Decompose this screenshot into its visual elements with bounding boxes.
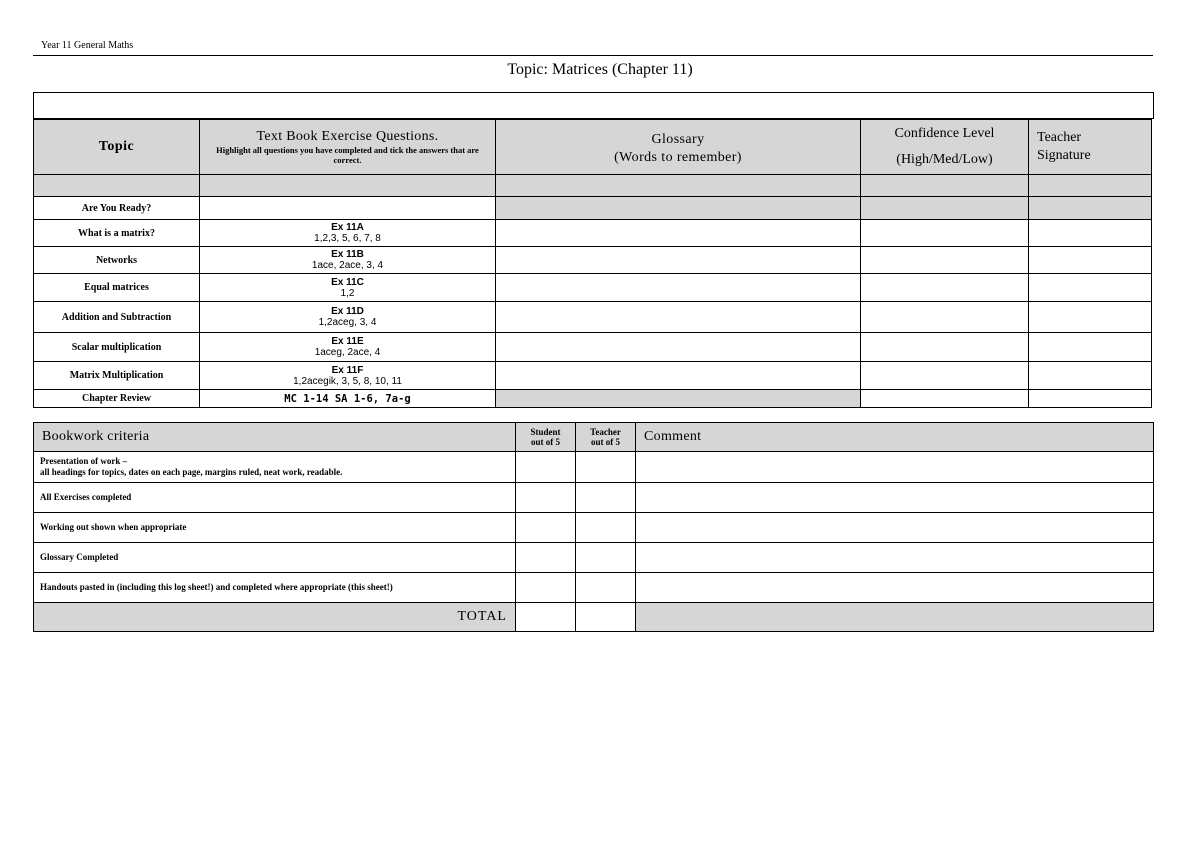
glossary-cell[interactable] <box>496 302 861 333</box>
criteria-title: Presentation of work – <box>40 456 128 466</box>
exercise-questions: 1,2acegik, 3, 5, 8, 10, 11 <box>293 375 402 387</box>
log-row-11f <box>34 362 1152 390</box>
log-row-11b <box>34 247 1152 274</box>
signature-cell[interactable] <box>1029 197 1152 220</box>
log-spacer-row <box>34 175 1152 197</box>
header-textbook <box>200 120 496 175</box>
topic-cell: Networks <box>34 247 200 274</box>
signature-cell[interactable] <box>1029 247 1152 274</box>
criteria-cell: Handouts pasted in (including this log sheet!) and completed where appropriate (this sheet!) <box>34 573 516 603</box>
comment-cell[interactable] <box>636 483 1154 513</box>
bookwork-table <box>33 422 1154 632</box>
exercise-cell[interactable]: MC 1-14 SA 1-6, 7a-g <box>200 390 496 408</box>
student-score-cell[interactable] <box>516 543 576 573</box>
exercise-name: Ex 11D <box>331 306 364 317</box>
exercise-cell[interactable] <box>200 362 496 390</box>
header-glossary-subtitle: (Words to remember) <box>614 150 742 165</box>
confidence-cell[interactable] <box>861 274 1029 302</box>
signature-cell[interactable] <box>1029 390 1152 408</box>
criteria-row-handouts <box>34 573 1154 603</box>
student-out-of: out of 5 <box>531 437 560 447</box>
exercise-cell[interactable] <box>200 247 496 274</box>
confidence-cell[interactable] <box>861 302 1029 333</box>
student-score-header <box>516 423 576 452</box>
teacher-score-cell[interactable] <box>576 543 636 573</box>
teacher-score-cell[interactable] <box>576 573 636 603</box>
student-label: Student <box>530 427 561 437</box>
glossary-cell[interactable] <box>496 197 861 220</box>
exercise-questions: 1,2 <box>340 287 355 299</box>
confidence-cell[interactable] <box>861 247 1029 274</box>
topic-cell: Equal matrices <box>34 274 200 302</box>
page-title: Topic: Matrices (Chapter 11) <box>507 61 693 78</box>
header-confidence <box>861 120 1029 175</box>
student-score-cell[interactable] <box>516 573 576 603</box>
confidence-cell[interactable] <box>861 333 1029 362</box>
glossary-cell[interactable] <box>496 362 861 390</box>
log-row-11e <box>34 333 1152 362</box>
topic-cell: Addition and Subtraction <box>34 302 200 333</box>
teacher-score-header <box>576 423 636 452</box>
bookwork-criteria-header: Bookwork criteria <box>34 423 516 452</box>
total-label: TOTAL <box>34 603 516 632</box>
header-glossary <box>496 120 861 175</box>
student-score-cell[interactable] <box>516 452 576 483</box>
bookwork-header-row <box>34 423 1154 452</box>
confidence-cell[interactable] <box>861 197 1029 220</box>
log-row-11c <box>34 274 1152 302</box>
comment-cell[interactable] <box>636 543 1154 573</box>
topic-cell: Are You Ready? <box>34 197 200 220</box>
topic-log-table <box>33 119 1152 408</box>
comment-cell[interactable] <box>636 452 1154 483</box>
exercise-name: Ex 11A <box>331 222 364 233</box>
criteria-row-exercises <box>34 483 1154 513</box>
course-header: Year 11 General Maths <box>41 40 134 51</box>
confidence-cell[interactable] <box>861 220 1029 247</box>
criteria-cell: Glossary Completed <box>34 543 516 573</box>
exercise-cell[interactable] <box>200 197 496 220</box>
exercise-questions: 1ace, 2ace, 3, 4 <box>311 260 384 271</box>
exercise-name: Ex 11E <box>331 336 364 347</box>
header-textbook-instructions: Highlight all questions you have completed and tick the answers that are correct. <box>216 145 479 165</box>
log-header-row <box>34 120 1152 175</box>
glossary-cell[interactable] <box>496 390 861 408</box>
glossary-cell[interactable] <box>496 220 861 247</box>
teacher-out-of: out of 5 <box>591 437 620 447</box>
student-score-cell[interactable] <box>516 483 576 513</box>
log-row-are-you-ready <box>34 197 1152 220</box>
log-row-chapter-review <box>34 390 1152 408</box>
header-teacher-signature <box>1029 120 1152 175</box>
header-teacher: Teacher <box>1037 130 1082 145</box>
teacher-label: Teacher <box>590 427 621 437</box>
header-signature: Signature <box>1037 148 1091 163</box>
exercise-name: Ex 11C <box>331 276 364 288</box>
header-glossary-title: Glossary <box>651 132 705 147</box>
comment-cell[interactable] <box>636 573 1154 603</box>
signature-cell[interactable] <box>1029 362 1152 390</box>
signature-cell[interactable] <box>1029 333 1152 362</box>
exercise-questions: 1aceg, 2ace, 4 <box>314 347 381 358</box>
signature-cell[interactable] <box>1029 274 1152 302</box>
header-confidence-title: Confidence Level <box>894 126 995 141</box>
teacher-total-cell[interactable] <box>576 603 636 632</box>
criteria-cell: Working out shown when appropriate <box>34 513 516 543</box>
log-row-11a <box>34 220 1152 247</box>
header-textbook-title: Text Book Exercise Questions. <box>256 129 439 144</box>
teacher-score-cell[interactable] <box>576 452 636 483</box>
header-confidence-scale: (High/Med/Low) <box>896 152 993 167</box>
exercise-cell[interactable] <box>200 274 496 302</box>
comment-cell[interactable] <box>636 513 1154 543</box>
name-box[interactable] <box>33 92 1154 119</box>
comment-header: Comment <box>636 423 1154 452</box>
criteria-row-glossary <box>34 543 1154 573</box>
confidence-cell[interactable] <box>861 362 1029 390</box>
glossary-cell[interactable] <box>496 333 861 362</box>
header-divider <box>33 55 1153 56</box>
criteria-cell <box>34 452 516 483</box>
teacher-score-cell[interactable] <box>576 513 636 543</box>
exercise-name: Ex 11B <box>331 249 364 260</box>
confidence-cell[interactable] <box>861 390 1029 408</box>
criteria-row-presentation <box>34 452 1154 483</box>
topic-cell: Chapter Review <box>34 390 200 408</box>
criteria-detail: all headings for topics, dates on each page, margins ruled, neat work, readable. <box>40 467 343 477</box>
criteria-row-working <box>34 513 1154 543</box>
glossary-cell[interactable] <box>496 247 861 274</box>
exercise-questions: 1,2,3, 5, 6, 7, 8 <box>314 233 381 244</box>
exercise-name: Ex 11F <box>331 364 364 376</box>
exercise-cell[interactable] <box>200 302 496 333</box>
topic-cell: What is a matrix? <box>34 220 200 247</box>
log-row-11d <box>34 302 1152 333</box>
glossary-cell[interactable] <box>496 274 861 302</box>
exercise-questions: 1,2aceg, 3, 4 <box>318 317 377 328</box>
teacher-score-cell[interactable] <box>576 483 636 513</box>
total-comment-cell <box>636 603 1154 632</box>
topic-cell: Matrix Multiplication <box>34 362 200 390</box>
total-row <box>34 603 1154 632</box>
exercise-cell[interactable] <box>200 220 496 247</box>
student-score-cell[interactable] <box>516 513 576 543</box>
topic-cell: Scalar multiplication <box>34 333 200 362</box>
exercise-cell[interactable] <box>200 333 496 362</box>
student-total-cell[interactable] <box>516 603 576 632</box>
header-topic: Topic <box>34 120 200 175</box>
signature-cell[interactable] <box>1029 220 1152 247</box>
signature-cell[interactable] <box>1029 302 1152 333</box>
criteria-cell: All Exercises completed <box>34 483 516 513</box>
